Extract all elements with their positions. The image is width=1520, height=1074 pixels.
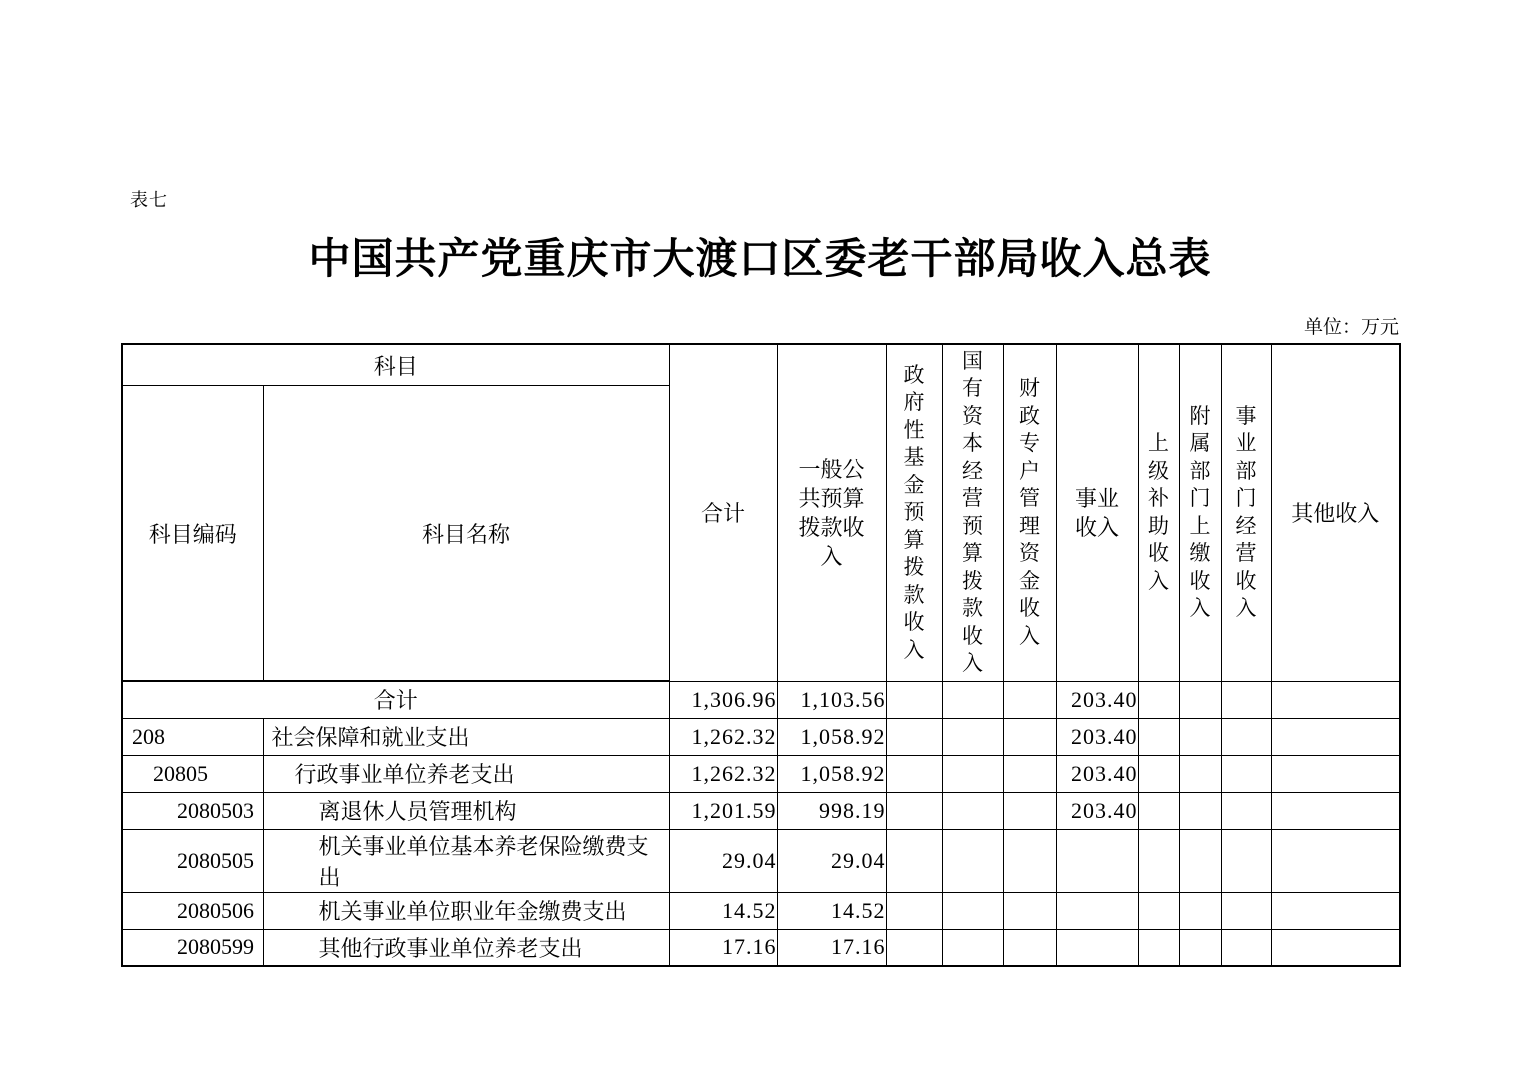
header-state-capital: [942, 344, 1003, 681]
subject-code-cell: 2080506: [122, 892, 263, 929]
header-general-budget-label: 一般公共预算拨款收入: [798, 456, 865, 569]
value-fiscal-account: [1003, 718, 1056, 755]
value-gov-fund: [886, 755, 942, 792]
subject-name-cell: 离退休人员管理机构: [263, 792, 669, 829]
value-superior-subsidy: [1138, 929, 1179, 966]
income-summary-table: [121, 343, 1401, 967]
header-business-income-label: 事业收入: [1075, 485, 1120, 540]
value-gov-fund: [886, 792, 942, 829]
header-fiscal-account-label: 财政专户管理资金收入: [1019, 376, 1041, 648]
subject-code-cell: 208: [122, 718, 263, 755]
value-total: 1,306.96: [669, 681, 777, 718]
subject-name-cell: 行政事业单位养老支出: [263, 755, 669, 792]
subject-code-cell: 20805: [122, 755, 263, 792]
header-row-top: [122, 344, 1400, 386]
value-fiscal-account: [1003, 892, 1056, 929]
subject-name-cell: 机关事业单位职业年金缴费支出: [263, 892, 669, 929]
value-gov-fund: [886, 718, 942, 755]
value-gov-fund: [886, 892, 942, 929]
value-state-capital: [942, 892, 1003, 929]
table-row-total: [122, 681, 1400, 718]
value-total: 14.52: [669, 892, 777, 929]
header-state-capital-label: 国有资本经营预算拨款收入: [962, 348, 984, 676]
value-operating-income: [1221, 829, 1271, 892]
value-state-capital: [942, 792, 1003, 829]
value-operating-income: [1221, 792, 1271, 829]
value-business-income: 203.40: [1056, 681, 1138, 718]
value-general-budget: 29.04: [777, 829, 886, 892]
value-total: 17.16: [669, 929, 777, 966]
value-superior-subsidy: [1138, 755, 1179, 792]
subject-code-cell: 2080599: [122, 929, 263, 966]
subject-name-cell: 机关事业单位基本养老保险缴费支出: [263, 829, 669, 892]
header-general-budget: [777, 344, 886, 681]
page-title: 中国共产党重庆市大渡口区委老干部局收入总表: [308, 237, 1212, 283]
value-total: 29.04: [669, 829, 777, 892]
value-affiliated-remit: [1179, 892, 1221, 929]
value-operating-income: [1221, 755, 1271, 792]
header-superior-subsidy: [1138, 344, 1179, 681]
value-affiliated-remit: [1179, 718, 1221, 755]
value-business-income: [1056, 929, 1138, 966]
subject-name-cell: 其他行政事业单位养老支出: [263, 929, 669, 966]
value-superior-subsidy: [1138, 829, 1179, 892]
header-other-income: 其他收入: [1271, 344, 1400, 681]
value-operating-income: [1221, 892, 1271, 929]
subject-code-cell: 2080503: [122, 792, 263, 829]
header-business-income: [1056, 344, 1138, 681]
value-affiliated-remit: [1179, 829, 1221, 892]
value-fiscal-account: [1003, 755, 1056, 792]
header-operating-income-label: 事业部门经营收入: [1235, 403, 1257, 621]
table-number-label: 表七: [130, 190, 168, 210]
value-business-income: [1056, 892, 1138, 929]
value-other-income: [1271, 792, 1400, 829]
value-other-income: [1271, 829, 1400, 892]
header-fiscal-account: [1003, 344, 1056, 681]
value-affiliated-remit: [1179, 929, 1221, 966]
table-row: [122, 792, 1400, 829]
value-business-income: 203.40: [1056, 718, 1138, 755]
header-subject-name: 科目名称: [263, 386, 669, 682]
table-row: [122, 829, 1400, 892]
value-affiliated-remit: [1179, 755, 1221, 792]
value-gov-fund: [886, 681, 942, 718]
value-general-budget: 998.19: [777, 792, 886, 829]
value-general-budget: 17.16: [777, 929, 886, 966]
value-general-budget: 1,058.92: [777, 718, 886, 755]
value-state-capital: [942, 929, 1003, 966]
subject-name-cell: 社会保障和就业支出: [263, 718, 669, 755]
subject-name-cell: 合计: [122, 681, 669, 718]
value-other-income: [1271, 681, 1400, 718]
header-affiliated-remit: [1179, 344, 1221, 681]
subject-code-cell: 2080505: [122, 829, 263, 892]
table-row: [122, 892, 1400, 929]
value-total: 1,262.32: [669, 755, 777, 792]
value-business-income: [1056, 829, 1138, 892]
value-state-capital: [942, 829, 1003, 892]
header-gov-fund-label: 政府性基金预算拨款收入: [903, 362, 925, 662]
value-affiliated-remit: [1179, 681, 1221, 718]
value-other-income: [1271, 718, 1400, 755]
value-state-capital: [942, 718, 1003, 755]
value-gov-fund: [886, 929, 942, 966]
value-fiscal-account: [1003, 792, 1056, 829]
value-general-budget: 1,058.92: [777, 755, 886, 792]
value-fiscal-account: [1003, 829, 1056, 892]
value-operating-income: [1221, 718, 1271, 755]
value-superior-subsidy: [1138, 681, 1179, 718]
header-affiliated-remit-label: 附属部门上缴收入: [1189, 403, 1211, 621]
value-total: 1,262.32: [669, 718, 777, 755]
header-operating-income: [1221, 344, 1271, 681]
value-general-budget: 1,103.56: [777, 681, 886, 718]
value-state-capital: [942, 755, 1003, 792]
header-subject: 科目: [122, 344, 669, 386]
value-superior-subsidy: [1138, 718, 1179, 755]
value-affiliated-remit: [1179, 792, 1221, 829]
header-total: 合计: [669, 344, 777, 681]
value-other-income: [1271, 755, 1400, 792]
unit-label: 单位：万元: [1303, 317, 1399, 338]
value-gov-fund: [886, 829, 942, 892]
value-general-budget: 14.52: [777, 892, 886, 929]
table-row: [122, 718, 1400, 755]
header-superior-subsidy-label: 上级补助收入: [1148, 431, 1170, 593]
value-operating-income: [1221, 681, 1271, 718]
value-fiscal-account: [1003, 929, 1056, 966]
value-superior-subsidy: [1138, 892, 1179, 929]
value-total: 1,201.59: [669, 792, 777, 829]
table-row: [122, 755, 1400, 792]
header-subject-code: 科目编码: [122, 386, 263, 682]
value-other-income: [1271, 892, 1400, 929]
value-other-income: [1271, 929, 1400, 966]
value-business-income: 203.40: [1056, 792, 1138, 829]
value-business-income: 203.40: [1056, 755, 1138, 792]
table-row: [122, 929, 1400, 966]
header-gov-fund: [886, 344, 942, 681]
value-superior-subsidy: [1138, 792, 1179, 829]
value-fiscal-account: [1003, 681, 1056, 718]
value-operating-income: [1221, 929, 1271, 966]
value-state-capital: [942, 681, 1003, 718]
